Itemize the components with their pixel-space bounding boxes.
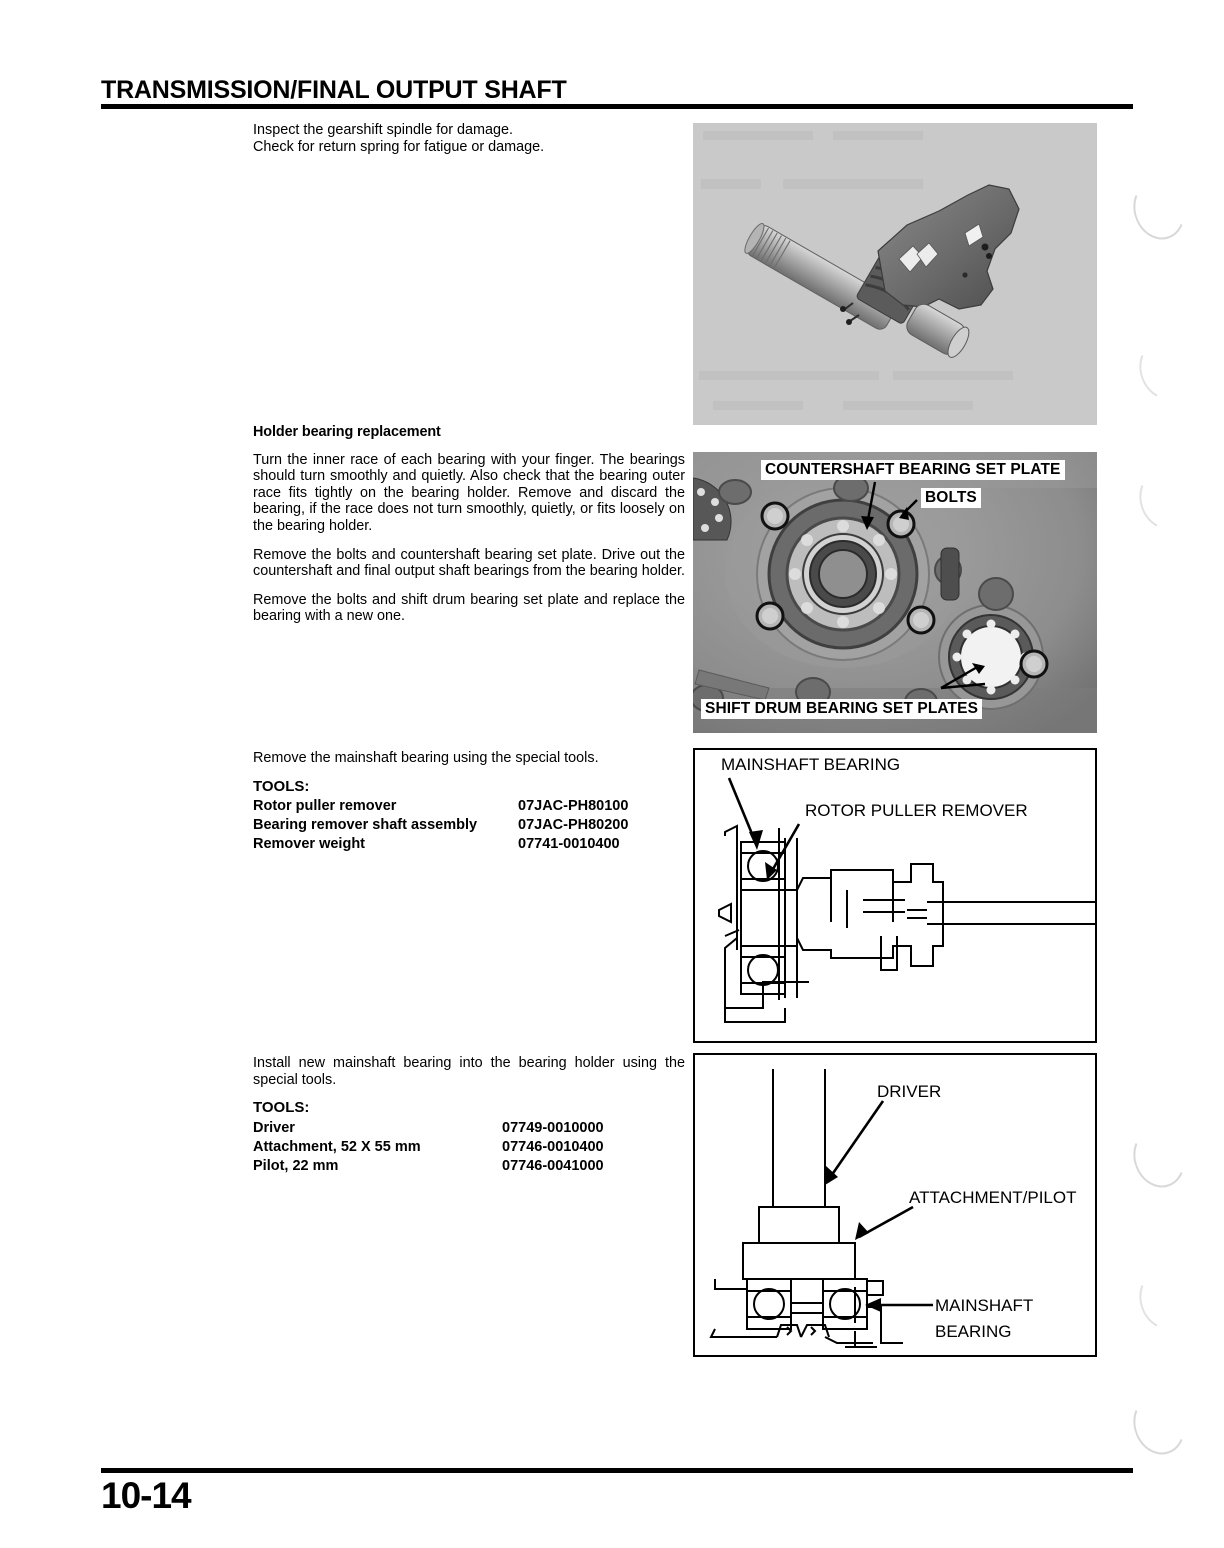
- tool-number: 07741-0010400: [518, 836, 620, 853]
- mainshaft-bearing-removal-figure: [693, 748, 1097, 1043]
- tool-row: [253, 1138, 685, 1157]
- tool-row: [253, 797, 685, 816]
- inspect-line-2: Check for return spring for fatigue or damage.: [253, 138, 545, 155]
- inspect-line-1: Inspect the gearshift spindle for damage.: [253, 122, 513, 138]
- tool-name: Remover weight: [253, 836, 365, 853]
- tool-number: 07749-0010000: [502, 1119, 604, 1136]
- label-attachment-pilot-text: ATTACHMENT/PILOT: [909, 1188, 1077, 1207]
- callout-bolts: BOLTS: [921, 488, 981, 508]
- removal-diagram-graphic: [695, 750, 1095, 1041]
- install-mainshaft-paragraph: Install new mainshaft bearing into the bearing holder using the special tools.: [253, 1055, 685, 1088]
- remove-mainshaft-block: [253, 750, 685, 854]
- tool-number: 07JAC-PH80200: [518, 817, 629, 834]
- page-header: [101, 78, 1133, 103]
- binder-hole-artifact: [1125, 1121, 1193, 1194]
- header-divider-rule: [101, 104, 1133, 109]
- tool-name: Bearing remover shaft assembly: [253, 817, 478, 834]
- tool-row: [253, 835, 685, 854]
- holder-bearing-replacement-block: [253, 424, 685, 625]
- footer-divider-rule: [101, 1468, 1133, 1473]
- binder-hole-artifact: [1125, 173, 1193, 246]
- label-mainshaft-bearing-text: MAINSHAFT BEARING: [721, 755, 901, 774]
- tool-name: Attachment, 52 X 55 mm: [253, 1138, 421, 1155]
- binder-hole-artifact: [1131, 333, 1199, 406]
- label-mainshaft-bearing-line2-text: BEARING: [935, 1322, 1012, 1341]
- mainshaft-bearing-installation-figure: [693, 1053, 1097, 1357]
- tool-row: [253, 1157, 685, 1176]
- tool-number: 07746-0041000: [502, 1157, 604, 1174]
- label-driver-text: DRIVER: [877, 1082, 942, 1101]
- installation-diagram-graphic: [695, 1055, 1095, 1355]
- inspect-paragraph: [253, 122, 685, 155]
- install-tools-heading: TOOLS:: [253, 1099, 310, 1117]
- page-title: TRANSMISSION/FINAL OUTPUT SHAFT: [101, 76, 567, 104]
- binder-hole-artifact: [1131, 463, 1199, 536]
- remove-tools-heading: TOOLS:: [253, 777, 310, 795]
- holder-bearing-paragraph-3: Remove the bolts and shift drum bearing set plate and replace the bearing with a new one.: [253, 591, 685, 625]
- tool-number: 07JAC-PH80100: [518, 798, 629, 815]
- tool-row: [253, 1119, 685, 1138]
- binder-hole-artifact: [1125, 1388, 1193, 1461]
- inspect-instructions-block: [253, 122, 685, 155]
- tool-number: 07746-0010400: [502, 1138, 604, 1155]
- tool-name: Pilot, 22 mm: [253, 1157, 339, 1174]
- holder-bearing-paragraph-1: Turn the inner race of each bearing with your finger. The bearings should turn smoothly and quietly. Also check that the bearing outer race fits tightly on the bearing holder. Remove and discard the bearing, if the race does not turn smoothly, quietly, or fits loosely on the bearing holder.: [253, 451, 685, 534]
- crankcase-bearing-photo: [693, 452, 1097, 733]
- tool-name: Driver: [253, 1119, 295, 1136]
- install-mainshaft-block: [253, 1055, 685, 1176]
- label-rotor-puller-remover-text: ROTOR PULLER REMOVER: [805, 801, 1028, 820]
- tool-row: [253, 816, 685, 835]
- callout-countershaft-bearing-set-plate: COUNTERSHAFT BEARING SET PLATE: [761, 460, 1065, 480]
- callout-shift-drum-bearing-set-plates: SHIFT DRUM BEARING SET PLATES: [701, 699, 982, 719]
- page-number: 10-14: [101, 1475, 191, 1516]
- binder-hole-artifact: [1131, 1263, 1199, 1336]
- spindle-photo-graphic: [693, 123, 1097, 425]
- tool-name: Rotor puller remover: [253, 798, 397, 815]
- crankcase-photo-graphic: [693, 452, 1097, 733]
- label-mainshaft-bearing-line1-text: MAINSHAFT: [935, 1296, 1034, 1315]
- remove-mainshaft-paragraph: Remove the mainshaft bearing using the special tools.: [253, 750, 599, 766]
- holder-bearing-paragraph-2: Remove the bolts and countershaft bearing set plate. Drive out the countershaft and final output shaft bearings from the bearing holder.: [253, 546, 685, 580]
- gearshift-spindle-photo: [693, 123, 1097, 425]
- holder-bearing-subheading: Holder bearing replacement: [253, 424, 441, 440]
